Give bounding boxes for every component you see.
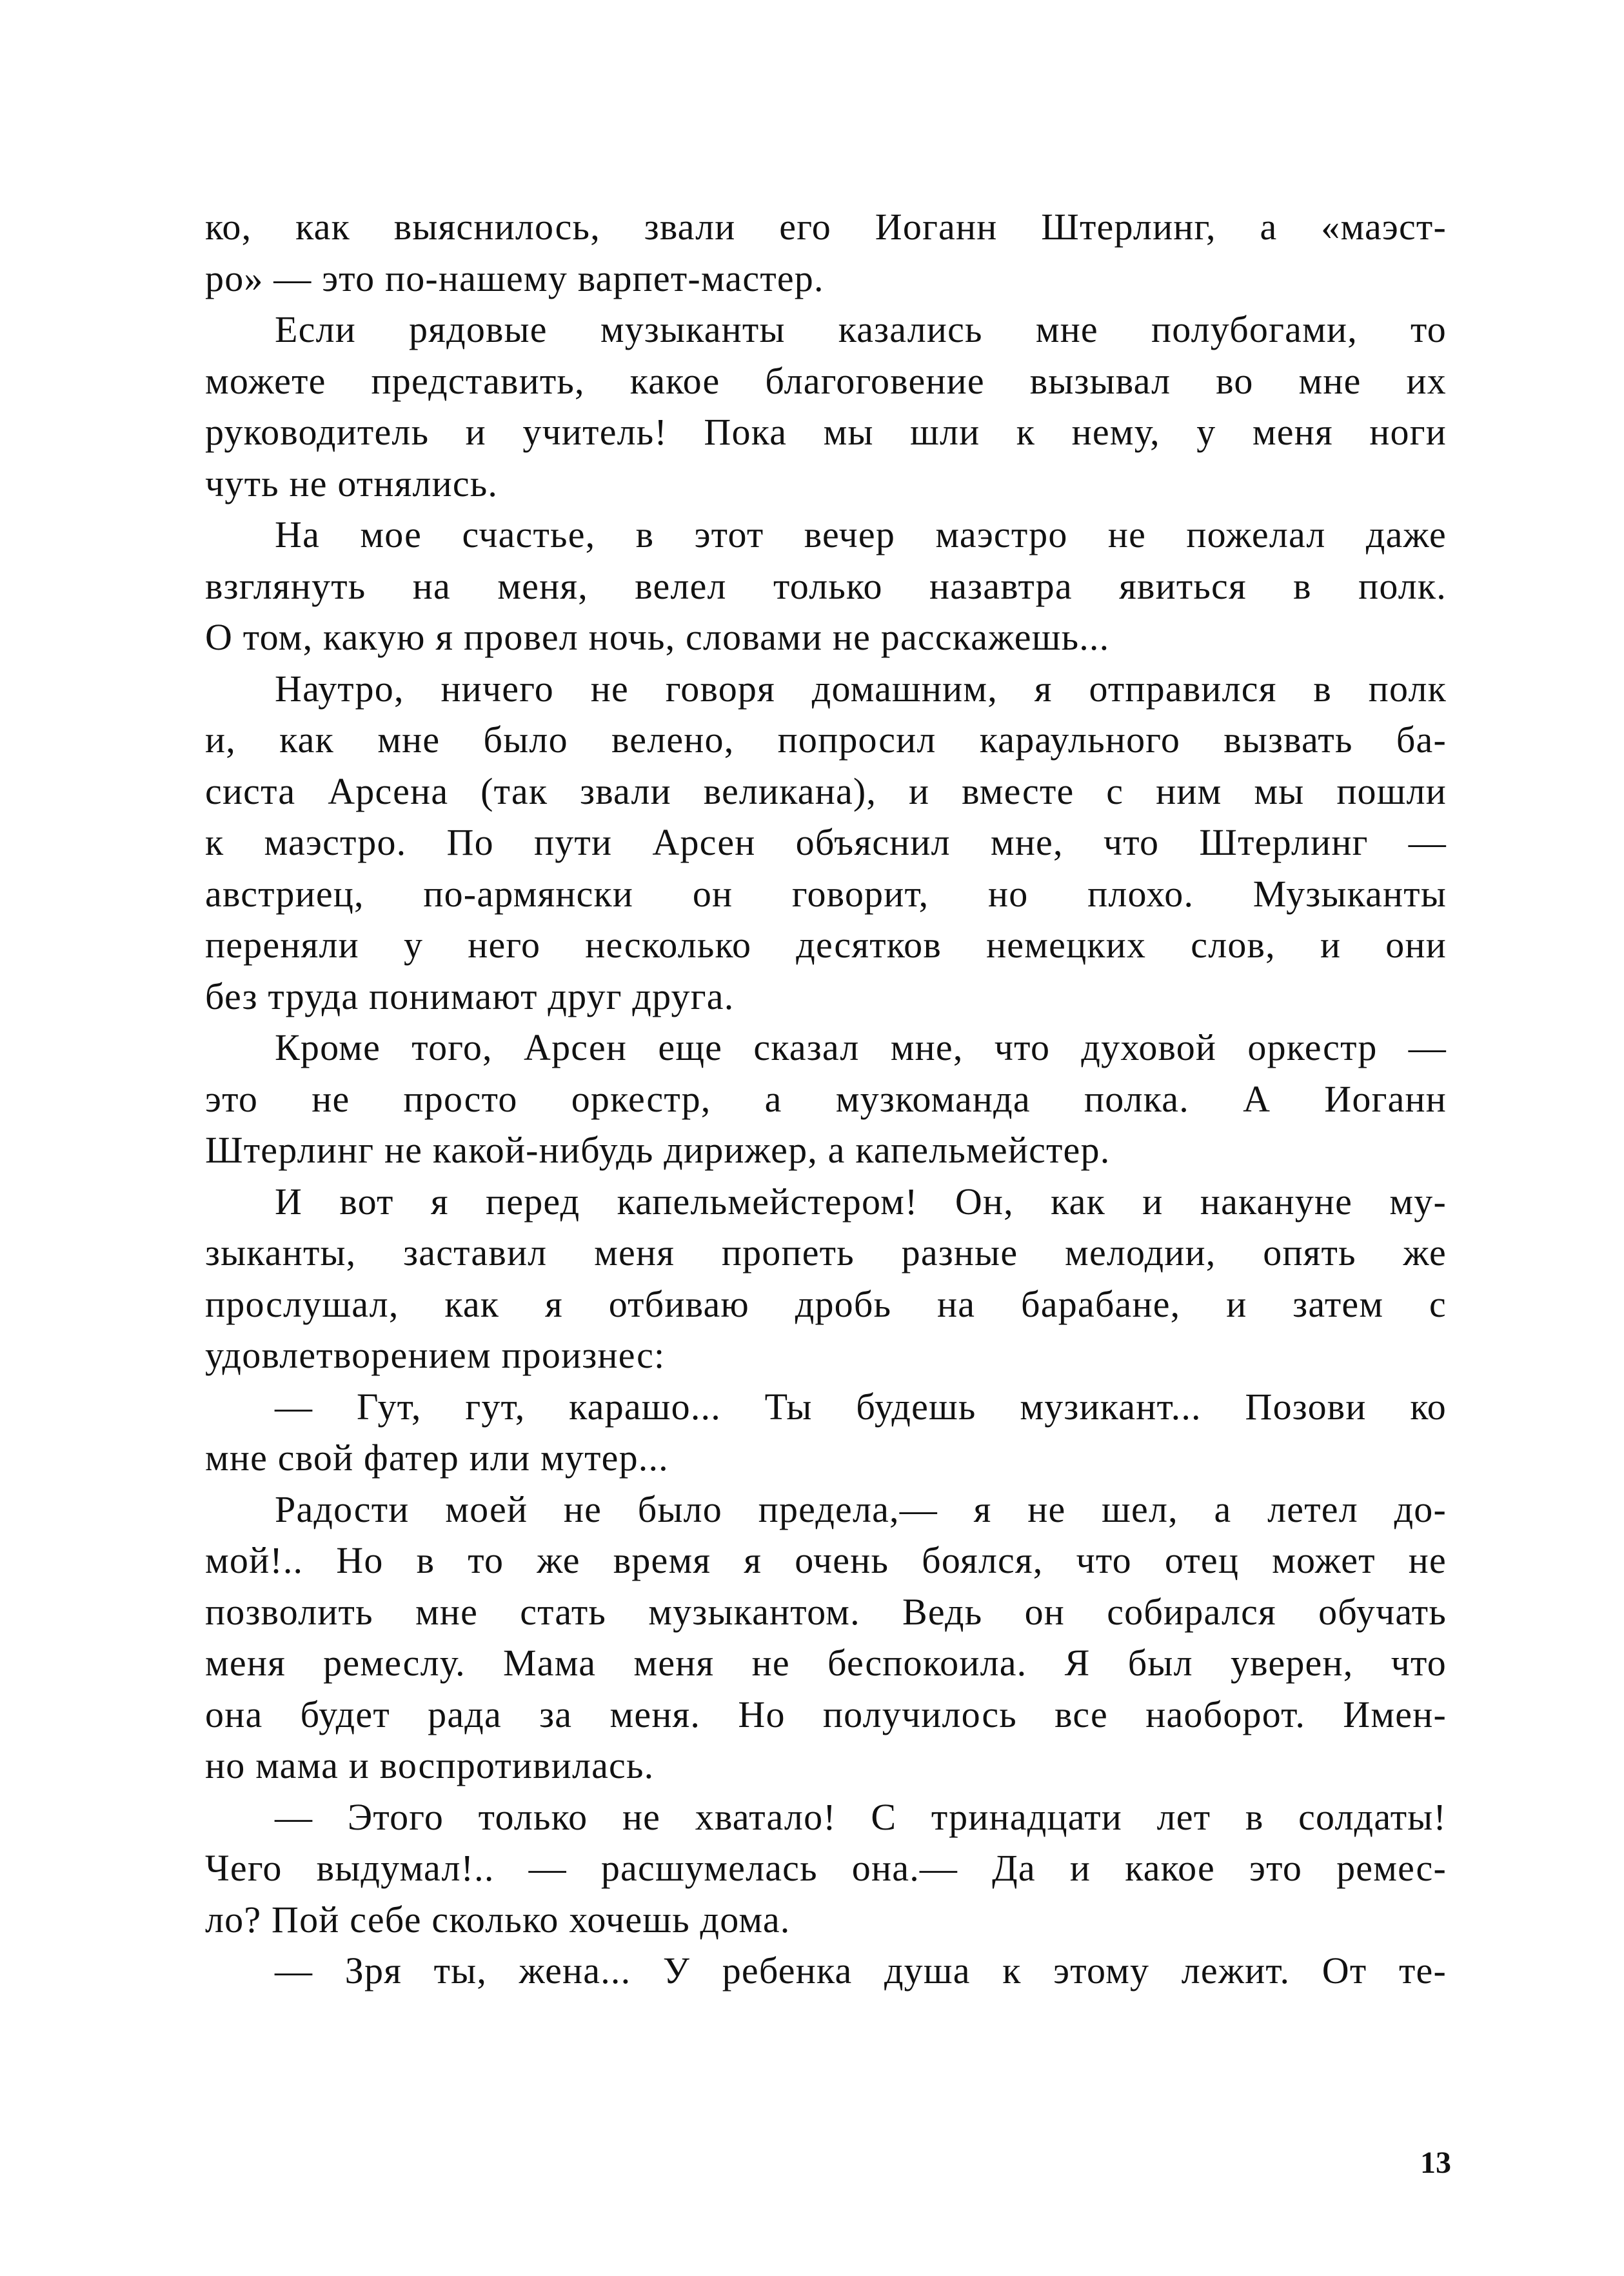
text-line: переняли у него несколько десятков немецких слов, и они: [205, 924, 1447, 966]
text-line: Наутро, ничего не говоря домашним, я отправился в полк: [275, 667, 1447, 710]
text-line: руководитель и учитель! Пока мы шли к нему, у меня ноги: [205, 411, 1447, 453]
text-line: Кроме того, Арсен еще сказал мне, что духовой оркестр —: [275, 1026, 1447, 1068]
body-text: [205, 201, 1447, 1997]
page-number: 13: [1420, 2146, 1451, 2180]
text-line: меня ремеслу. Мама меня не беспокоила. Я был уверен, что: [205, 1642, 1447, 1684]
text-line: Штерлинг не какой-нибудь дирижер, а капельмейстер.: [205, 1129, 1111, 1171]
text-line: мой!.. Но в то же время я очень боялся, что отец может не: [205, 1539, 1447, 1581]
text-line: — Гут, гут, карашо... Ты будешь музикант... Позови ко: [275, 1385, 1447, 1428]
text-line: систа Арсена (так звали великана), и вместе с ним мы пошли: [205, 770, 1447, 812]
text-line: но мама и воспротивилась.: [205, 1744, 655, 1786]
text-line: прослушал, как я отбиваю дробь на барабане, и затем с: [205, 1283, 1447, 1325]
text-line: О том, какую я провел ночь, словами не расскажешь...: [205, 616, 1110, 658]
text-line: к маэстро. По пути Арсен объяснил мне, что Штерлинг —: [205, 821, 1447, 863]
text-line: ло? Пой себе сколько хочешь дома.: [205, 1898, 791, 1941]
text-line: зыканты, заставил меня пропеть разные мелодии, опять же: [205, 1232, 1447, 1273]
text-line: австриец, по-армянски он говорит, но плохо. Музыканты: [205, 872, 1447, 915]
text-line: чуть не отнялись.: [205, 462, 499, 504]
text-line: ко, как выяснилось, звали его Иоганн Штерлинг, а «маэст-: [205, 206, 1447, 248]
text-line: и, как мне было велено, попросил караульного вызвать ба-: [205, 719, 1447, 761]
text-line: она будет рада за меня. Но получилось все наоборот. Имен-: [205, 1693, 1447, 1735]
text-line: И вот я перед капельмейстером! Он, как и накануне му-: [275, 1180, 1447, 1223]
text-line: Радости моей не было предела,— я не шел, а летел до-: [275, 1488, 1447, 1530]
text-line: это не просто оркестр, а музкоманда полка. А Иоганн: [205, 1077, 1447, 1120]
text-line: Если рядовые музыканты казались мне полубогами, то: [275, 308, 1447, 350]
text-line: мне свой фатер или мутер...: [205, 1437, 669, 1479]
text-line: Чего выдумал!.. — расшумелась она.— Да и какое это ремес-: [205, 1847, 1447, 1889]
text-line: можете представить, какое благоговение вызывал во мне их: [205, 359, 1447, 402]
text-line: взглянуть на меня, велел только назавтра явиться в полк.: [205, 564, 1447, 607]
text-line: — Этого только не хватало! С тринадцати лет в солдаты!: [275, 1795, 1447, 1838]
text-line: удовлетворением произнес:: [205, 1334, 666, 1376]
text-line: ро» — это по-нашему варпет-мастер.: [205, 257, 824, 299]
text-line: позволить мне стать музыкантом. Ведь он собирался обучать: [205, 1590, 1447, 1633]
text-line: На мое счастье, в этот вечер маэстро не пожелал даже: [275, 514, 1447, 555]
text-line: — Зря ты, жена... У ребенка душа к этому лежит. От те-: [275, 1950, 1447, 1992]
text-line: без труда понимают друг друга.: [205, 975, 735, 1017]
